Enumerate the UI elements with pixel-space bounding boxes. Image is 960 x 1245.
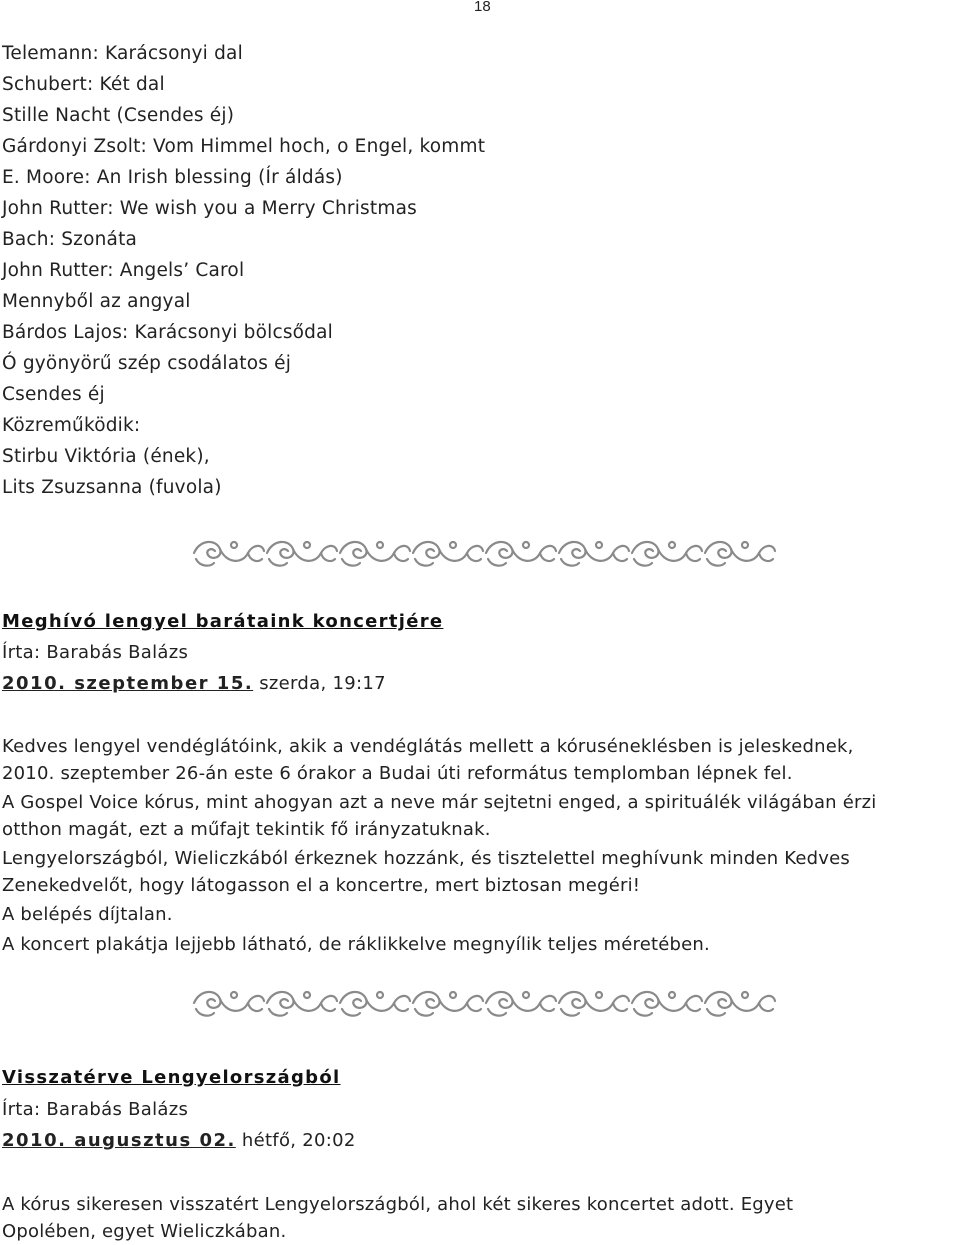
paragraph-line: otthon magát, ezt a műfajt tekintik fő irányzatuknak.: [2, 819, 491, 840]
paragraph-line: A koncert plakátja lejjebb látható, de ráklikkelve megnyílik teljes méretében.: [2, 934, 710, 955]
article-date-bold: 2010. szeptember 15.: [2, 673, 254, 694]
program-item: Bárdos Lajos: Karácsonyi bölcsődal: [2, 322, 334, 343]
paragraph-line: 2010. szeptember 26-án este 6 órakor a Budai úti református templomban lépnek fel.: [2, 763, 793, 784]
paragraph-line: Opolében, egyet Wieliczkában.: [2, 1221, 287, 1242]
program-item: John Rutter: Angels’ Carol: [2, 260, 245, 281]
program-item: Bach: Szonáta: [2, 229, 138, 250]
paragraph-line: A Gospel Voice kórus, mint ahogyan azt a neve már sejtetni enged, a spirituálék világában érzi: [2, 792, 877, 813]
article-date: [2, 673, 386, 694]
article-paragraph: [2, 789, 876, 843]
article-title[interactable]: Meghívó lengyel barátaink koncertjére: [2, 611, 444, 632]
paragraph-line: A belépés díjtalan.: [2, 904, 173, 925]
article-author: Írta: Barabás Balázs: [2, 1099, 189, 1120]
flourish-divider-icon: [190, 533, 780, 573]
program-item: Közreműködik:: [2, 415, 141, 436]
article-date-time: hétfő, 20:02: [235, 1130, 356, 1151]
program-item: Stirbu Viktória (ének),: [2, 446, 210, 467]
article-paragraph: [2, 901, 173, 928]
article-date: [2, 1130, 356, 1151]
program-item: E. Moore: An Irish blessing (Ír áldás): [2, 167, 343, 188]
article-date-time: szerda, 19:17: [253, 673, 386, 694]
program-item: Mennyből az angyal: [2, 291, 191, 312]
paragraph-line: Zenekedvelőt, hogy látogasson el a koncertre, mert biztosan megéri!: [2, 875, 641, 896]
program-item: Telemann: Karácsonyi dal: [2, 43, 243, 64]
article-title[interactable]: Visszatérve Lengyelországból: [2, 1067, 341, 1088]
program-item: Stille Nacht (Csendes éj): [2, 105, 235, 126]
article-paragraph: [2, 845, 850, 899]
concert-program-list: [2, 38, 485, 503]
program-item: John Rutter: We wish you a Merry Christmas: [2, 198, 417, 219]
paragraph-line: Lengyelországból, Wieliczkából érkeznek hozzánk, és tisztelettel meghívunk minden Kedves: [2, 848, 850, 869]
page-number: 18: [474, 0, 491, 15]
program-item: Ó gyönyörű szép csodálatos éj: [2, 353, 292, 374]
paragraph-line: A kórus sikeresen visszatért Lengyelországból, ahol két sikeres koncertet adott. Egyet: [2, 1194, 794, 1215]
article-date-bold: 2010. augusztus 02.: [2, 1130, 236, 1151]
program-item: Schubert: Két dal: [2, 74, 165, 95]
paragraph-line: Kedves lengyel vendéglátóink, akik a vendéglátás mellett a kóruséneklésben is jeleskednek,: [2, 736, 854, 757]
article-paragraph: [2, 1191, 793, 1245]
program-item: Gárdonyi Zsolt: Vom Himmel hoch, o Engel, kommt: [2, 136, 486, 157]
program-item: Lits Zsuzsanna (fuvola): [2, 477, 222, 498]
article-paragraph: [2, 931, 710, 958]
program-item: Csendes éj: [2, 384, 105, 405]
article-author: Írta: Barabás Balázs: [2, 642, 189, 663]
article-paragraph: [2, 733, 854, 787]
flourish-divider-icon: [190, 983, 780, 1023]
